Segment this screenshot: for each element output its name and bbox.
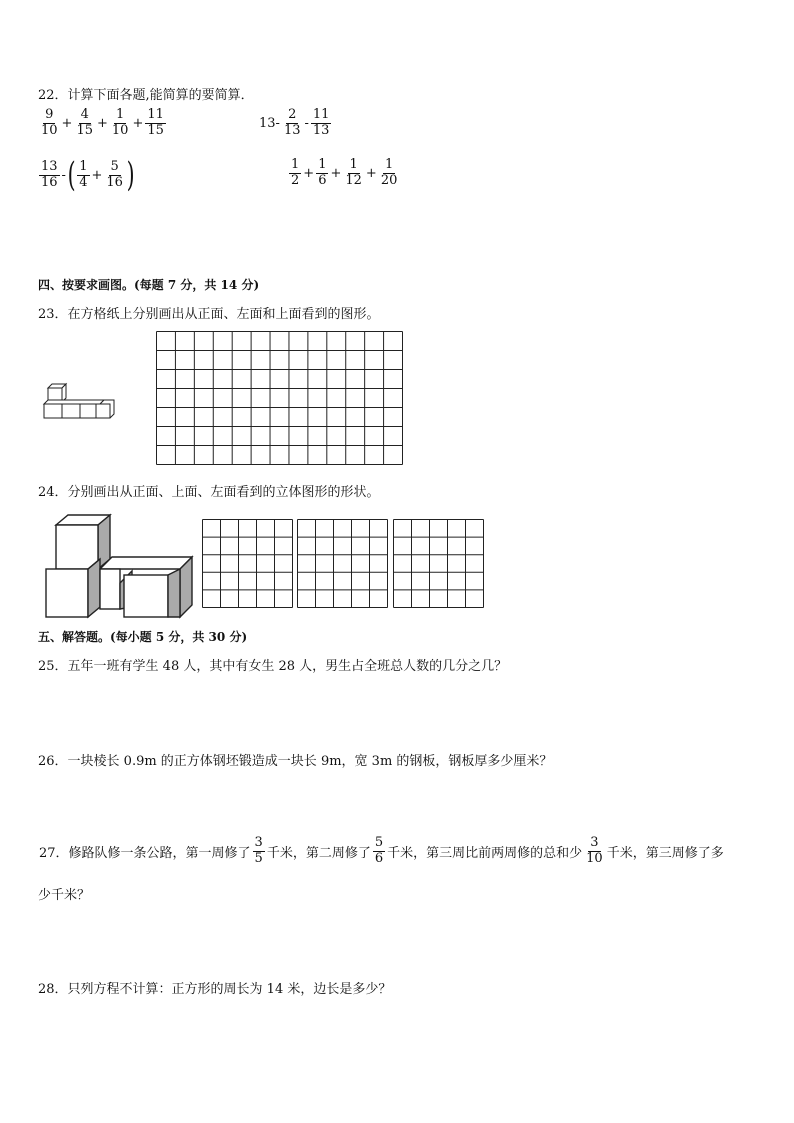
fraction: $\frac{11}{13}$ — [312, 107, 330, 138]
q23-cube-figure — [40, 380, 120, 425]
fraction: $\frac{11}{15}$ — [147, 107, 164, 138]
q22-expression-4: $\frac{1}{2}$ + $\frac{1}{6}$ + $\frac{1}{12}$ + $\frac{1}{20}$ — [291, 157, 398, 188]
fraction: $\frac{2}{13}$ — [283, 107, 301, 138]
q24-prompt: 24．分别画出从正面、上面、左面看到的立体图形的形状。 — [38, 485, 380, 500]
q23-prompt: 23．在方格纸上分别画出从正面、左面和上面看到的图形。 — [38, 307, 380, 322]
fraction: $\frac{5}{6}$ — [374, 835, 384, 866]
q22-expression-1: $\frac{9}{10}$ + $\frac{4}{15}$ + $\frac{1}{10}$ + $\frac{11}{15}$ — [41, 107, 164, 138]
fraction: $\frac{9}{10}$ — [41, 107, 58, 138]
q24-grid-top[interactable] — [297, 519, 389, 609]
q23-grid-paper[interactable] — [156, 331, 404, 466]
fraction: $\frac{1}{2}$ — [291, 157, 300, 188]
q27-line-2: 少千米？ — [38, 888, 91, 903]
q26-prompt: 26．一块棱长 0.9m 的正方体钢坯锻造成一块长 9m，宽 3m 的钢板，钢板厚多少厘米？ — [38, 754, 553, 769]
fraction: $\frac{1}{12}$ — [345, 157, 362, 188]
fraction: $\frac{5}{16}$ — [106, 158, 123, 190]
fraction: $\frac{1}{6}$ — [318, 157, 327, 188]
right-parenthesis: ) — [126, 155, 135, 195]
fraction: $\frac{4}{15}$ — [76, 107, 93, 138]
q28-prompt: 28．只列方程不计算：正方形的周长为 14 米，边长是多少？ — [38, 982, 392, 997]
q22-prompt: 22．计算下面各题,能简算的要简算． — [38, 88, 254, 103]
fraction: $\frac{3}{5}$ — [254, 835, 263, 866]
fraction: $\frac{1}{4}$ — [79, 158, 88, 190]
left-parenthesis: ( — [67, 155, 76, 195]
q24-grid-left[interactable] — [393, 519, 485, 609]
fraction: $\frac{3}{10}$ — [586, 835, 603, 866]
fraction: $\frac{13}{16}$ — [41, 158, 58, 190]
q24-cube-figure — [44, 513, 194, 621]
section-5-heading: 五、解答题。(每小题 5 分，共 30 分) — [38, 630, 248, 644]
section-4-heading: 四、按要求画图。(每题 7 分，共 14 分) — [38, 278, 260, 292]
q25-prompt: 25．五年一班有学生 48 人，其中有女生 28 人，男生占全班总人数的几分之几？ — [38, 659, 508, 674]
fraction: $\frac{1}{10}$ — [111, 107, 129, 138]
q27-line-1: 27．修路队修一条公路，第一周修了 $\frac{3}{5}$ 千米，第二周修了 $\frac{5}{6}$ 千米，第三周比前两周修的总和少 $\frac{3}{10}$ 千米，第三周修了多 — [39, 835, 724, 866]
q22-expression-3: $\frac{13}{16}$ -( $\frac{1}{4}$ + $\frac{5}{16}$ ) — [41, 155, 135, 195]
fraction: $\frac{1}{20}$ — [380, 157, 398, 188]
q22-expression-2: 13- $\frac{2}{13}$ - $\frac{11}{13}$ — [259, 107, 330, 138]
q24-grid-front[interactable] — [202, 519, 294, 609]
